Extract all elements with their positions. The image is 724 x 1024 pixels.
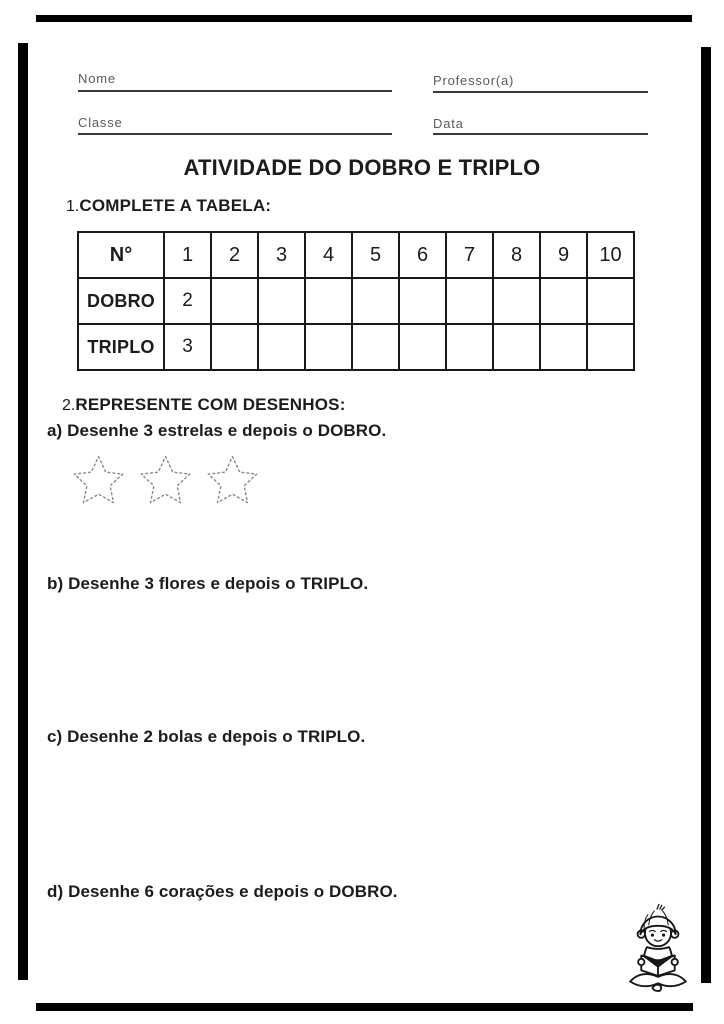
stars-row bbox=[71, 455, 260, 509]
class-field-label: Classe bbox=[78, 115, 123, 130]
star-outline-icon bbox=[138, 455, 193, 509]
star-outline-icon bbox=[71, 455, 126, 509]
table-cell bbox=[352, 324, 399, 370]
exercise-c-text: c) Desenhe 2 bolas e depois o TRIPLO. bbox=[47, 727, 366, 746]
table-header-cell: 7 bbox=[446, 232, 493, 278]
table-header-cell: 2 bbox=[211, 232, 258, 278]
table-cell bbox=[352, 278, 399, 324]
table-row-label: DOBRO bbox=[78, 278, 164, 324]
section-2-heading bbox=[62, 395, 346, 415]
exercise-b-text: b) Desenhe 3 flores e depois o TRIPLO. bbox=[47, 574, 369, 593]
frame-top-bar bbox=[36, 15, 692, 22]
table-cell bbox=[493, 324, 540, 370]
table-cell bbox=[305, 278, 352, 324]
table-cell bbox=[399, 278, 446, 324]
table-cell: 2 bbox=[164, 278, 211, 324]
name-field-label: Nome bbox=[78, 71, 116, 86]
table-cell bbox=[211, 278, 258, 324]
dobro-triplo-table bbox=[77, 231, 635, 371]
child-reading-illustration bbox=[619, 901, 697, 997]
table-cell bbox=[540, 278, 587, 324]
teacher-field-label: Professor(a) bbox=[433, 73, 515, 88]
table-header-cell: 4 bbox=[305, 232, 352, 278]
table-header-cell: 9 bbox=[540, 232, 587, 278]
section-2-title: REPRESENTE COM DESENHOS: bbox=[75, 395, 346, 414]
exercise-a-text: a) Desenhe 3 estrelas e depois o DOBRO. bbox=[47, 421, 387, 440]
table-wrapper bbox=[77, 231, 635, 371]
section-1-heading bbox=[66, 196, 271, 216]
teacher-field-line bbox=[433, 91, 648, 93]
exercise-d-text: d) Desenhe 6 corações e depois o DOBRO. bbox=[47, 882, 398, 901]
table-cell bbox=[446, 278, 493, 324]
table-row-label: TRIPLO bbox=[78, 324, 164, 370]
table-cell bbox=[258, 324, 305, 370]
table-corner-cell: N° bbox=[78, 232, 164, 278]
table-cell bbox=[446, 324, 493, 370]
table-header-cell: 5 bbox=[352, 232, 399, 278]
table-header-cell: 1 bbox=[164, 232, 211, 278]
date-field-label: Data bbox=[433, 116, 464, 131]
table-header-cell: 8 bbox=[493, 232, 540, 278]
table-cell bbox=[540, 324, 587, 370]
table-row bbox=[78, 324, 634, 370]
table-cell bbox=[587, 324, 634, 370]
class-field-line bbox=[78, 133, 392, 135]
table-header-cell: 6 bbox=[399, 232, 446, 278]
star-outline-icon bbox=[205, 455, 260, 509]
frame-left-bar bbox=[18, 43, 28, 980]
table-cell bbox=[211, 324, 258, 370]
table-cell bbox=[305, 324, 352, 370]
date-field-line bbox=[433, 133, 648, 135]
table-row bbox=[78, 278, 634, 324]
frame-right-bar bbox=[701, 47, 711, 983]
table-cell bbox=[258, 278, 305, 324]
section-1-title: COMPLETE A TABELA: bbox=[79, 196, 272, 215]
frame-bottom-bar bbox=[36, 1003, 693, 1011]
table-cell bbox=[399, 324, 446, 370]
table-cell: 3 bbox=[164, 324, 211, 370]
page-title: ATIVIDADE DO DOBRO E TRIPLO bbox=[183, 155, 541, 180]
section-2-number: 2. bbox=[62, 397, 76, 414]
name-field-line bbox=[78, 90, 392, 92]
table-cell bbox=[587, 278, 634, 324]
table-header-cell: 10 bbox=[587, 232, 634, 278]
table-header-cell: 3 bbox=[258, 232, 305, 278]
table-cell bbox=[493, 278, 540, 324]
section-1-number: 1. bbox=[66, 198, 80, 215]
